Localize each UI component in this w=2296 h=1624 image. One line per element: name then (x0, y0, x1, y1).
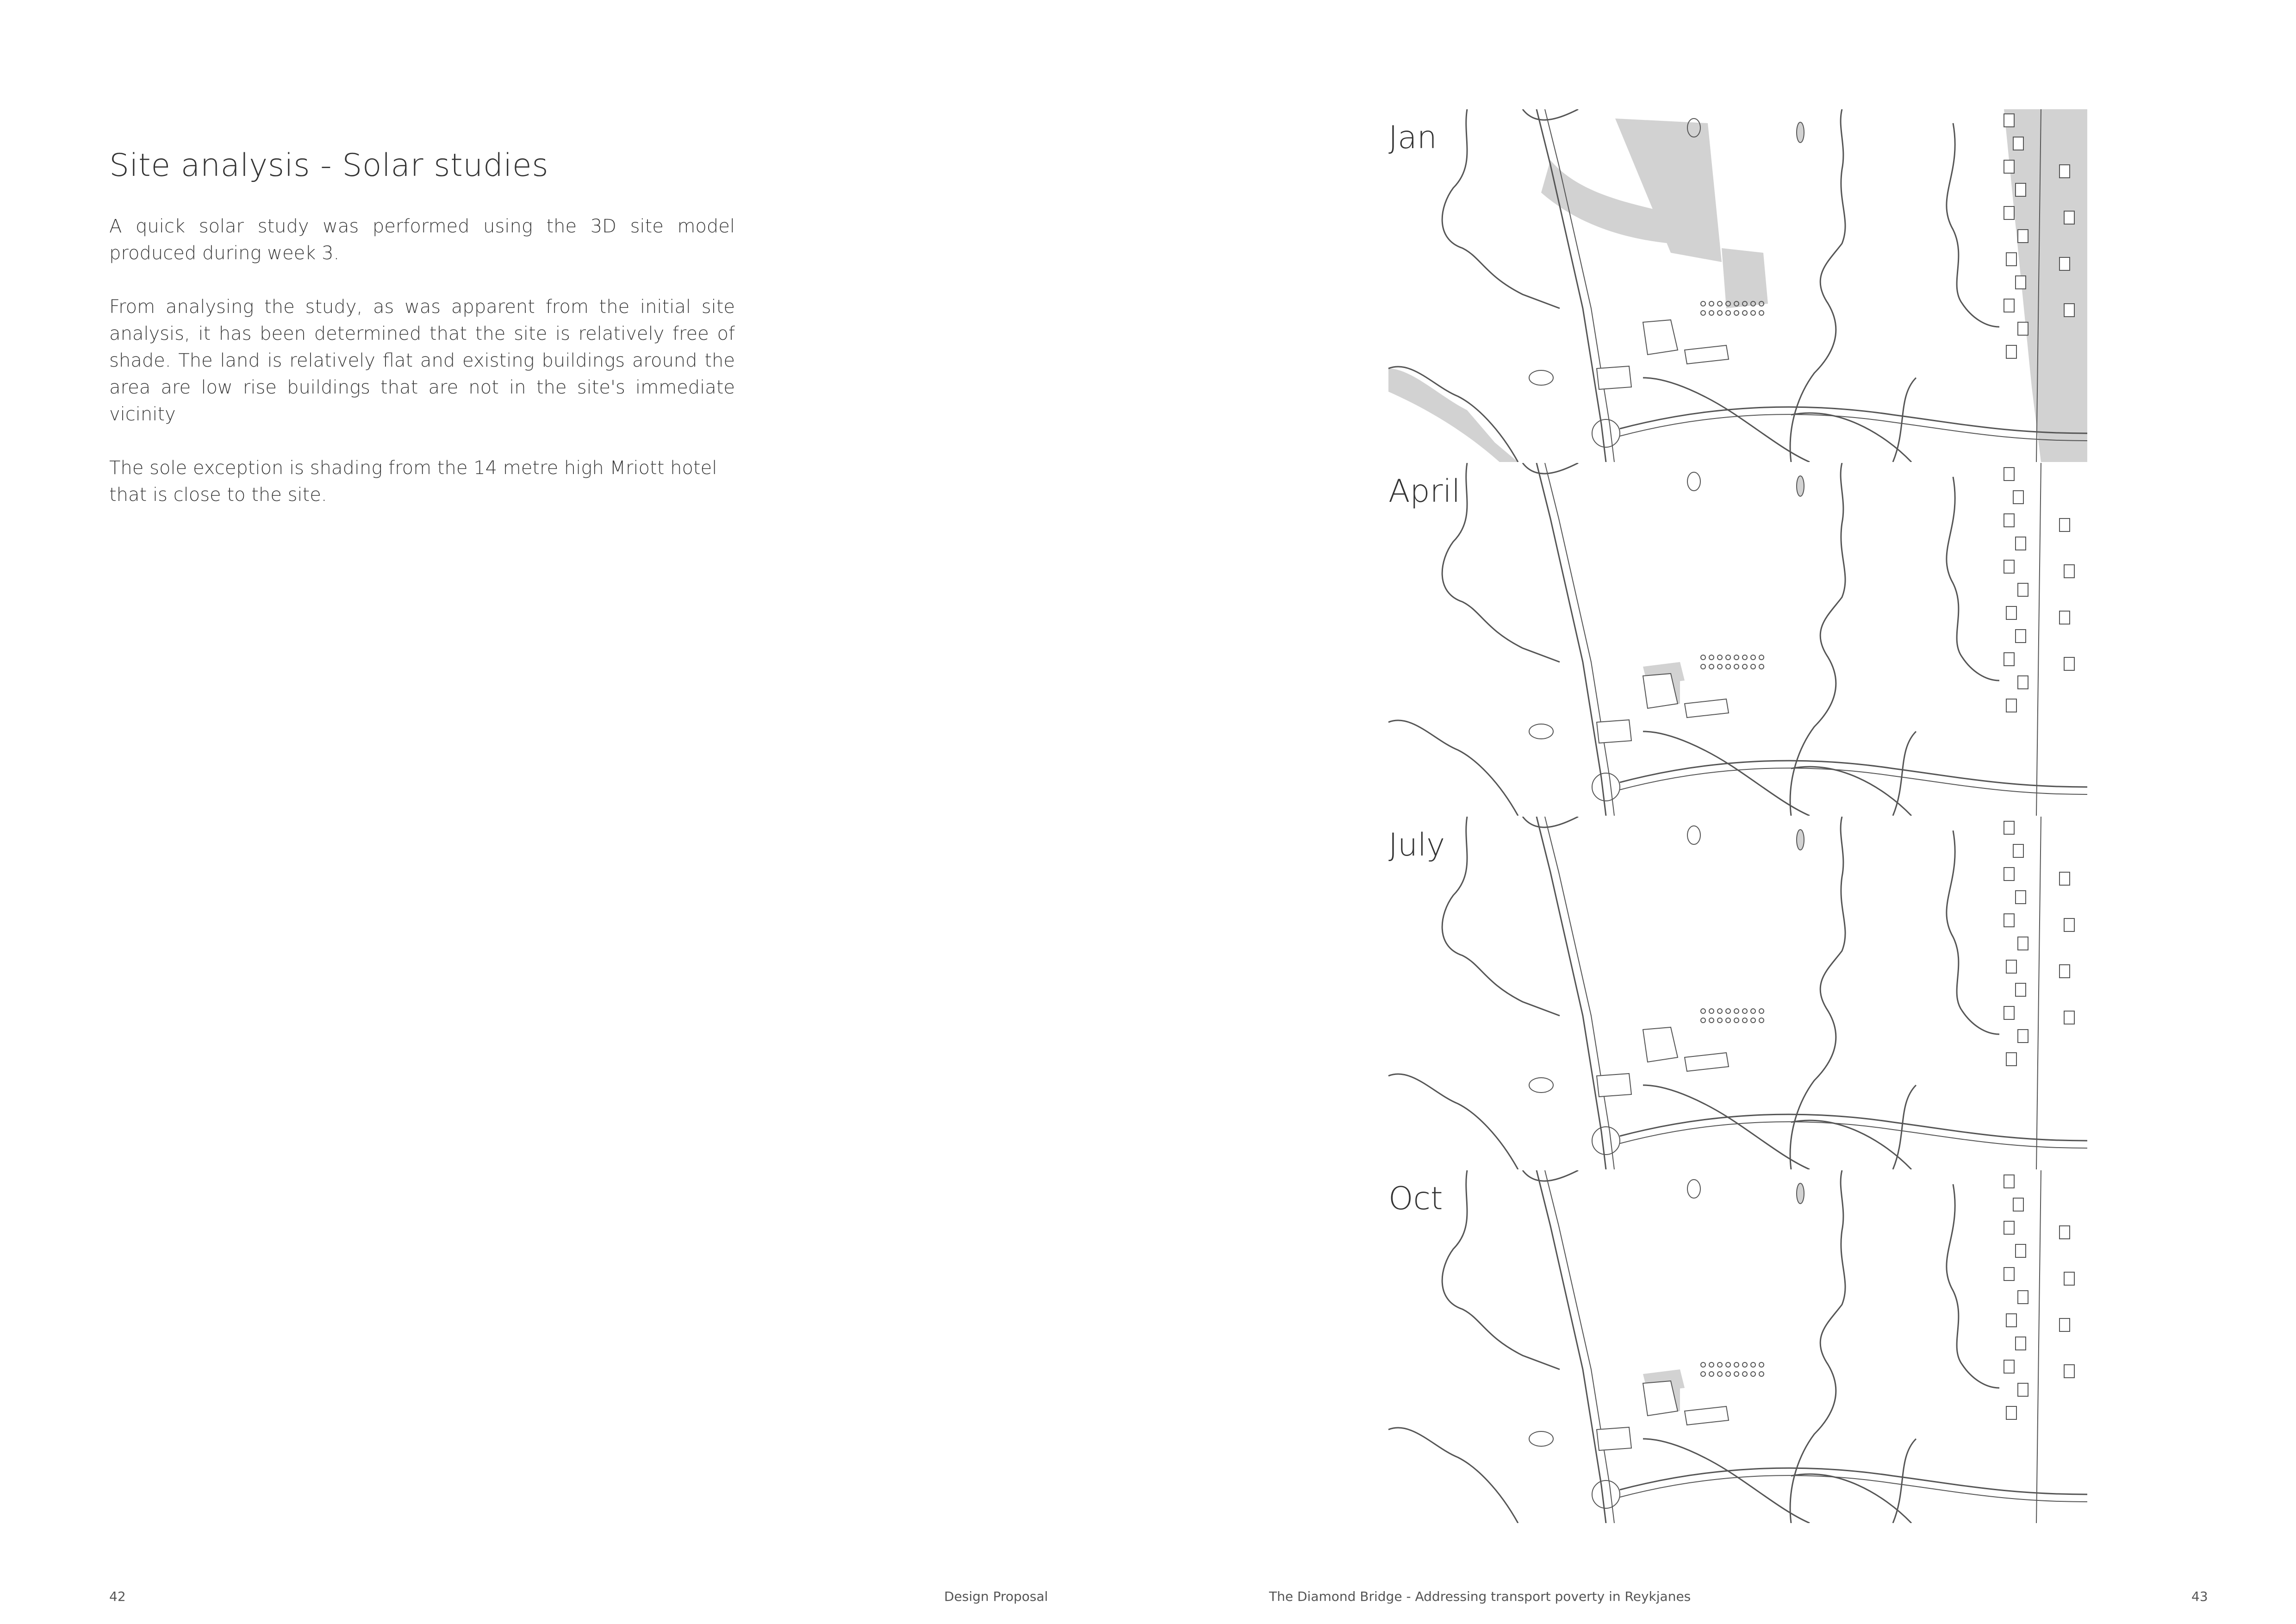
tree-oct-1-1 (1709, 1372, 1714, 1376)
tree-oct-0-5 (1742, 1362, 1747, 1367)
tree-oct-1-6 (1751, 1372, 1755, 1376)
site-map-july-drawing (1384, 817, 2087, 1169)
tree-jan-0-0 (1701, 301, 1705, 306)
tree-july-1-6 (1751, 1018, 1755, 1023)
house-oct-10 (2006, 1406, 2016, 1419)
tree-oct-0-0 (1701, 1362, 1705, 1367)
house-jan-12 (2064, 211, 2074, 224)
road-cross-edge-april (1620, 768, 2087, 794)
building-b-april (1685, 699, 1729, 718)
pond-oct (1687, 1180, 1700, 1198)
site-map-april-drawing (1384, 463, 2087, 816)
house-oct-13 (2060, 1318, 2070, 1331)
tree-april-1-1 (1709, 664, 1714, 669)
contour-jan-4 (1893, 378, 1916, 462)
road-main-oct (1537, 1170, 1606, 1523)
contour-april-4 (1893, 731, 1916, 816)
contour-jan-0 (1442, 109, 1560, 308)
page-title: Site analysis - Solar studies (109, 147, 549, 184)
road-cross-july (1620, 1114, 2087, 1141)
contour-jan-1 (1523, 109, 1578, 120)
road-cross-jan (1620, 407, 2087, 433)
building-c-april (1597, 720, 1631, 743)
tree-jan-1-3 (1726, 311, 1730, 315)
contour-april-5 (1791, 767, 1911, 816)
paragraph-exception: The sole exception is shading from the 14 metre high Mriott hotel that is close to the site. (109, 457, 717, 506)
house-july-4 (2004, 914, 2014, 927)
page-number-left: 42 (109, 1589, 126, 1604)
contour-april-3 (1947, 477, 1999, 681)
house-oct-1 (2013, 1198, 2023, 1211)
month-label-oct: Oct (1388, 1181, 1443, 1217)
house-july-2 (2004, 868, 2014, 881)
house-april-10 (2006, 699, 2016, 712)
roundabout-april (1592, 773, 1620, 801)
site-map-jan (1384, 109, 2087, 462)
house-april-2 (2004, 514, 2014, 527)
paragraph-intro: A quick solar study was performed using the 3D site model produced during week 3. (109, 216, 735, 264)
body-text (109, 213, 735, 535)
house-oct-0 (2004, 1175, 2014, 1188)
contour-july-5 (1791, 1120, 1911, 1169)
road-cross-edge-jan (1620, 414, 2087, 441)
tree-jan-1-5 (1742, 311, 1747, 315)
house-jan-7 (2016, 276, 2026, 289)
road-cross-april (1620, 761, 2087, 787)
mound-july (1529, 1078, 1553, 1093)
road-main-april (1537, 463, 1606, 816)
site-map-april (1384, 463, 2087, 816)
tree-july-1-3 (1726, 1018, 1730, 1023)
house-oct-6 (2006, 1314, 2016, 1327)
footer-section: Design Proposal (944, 1589, 1048, 1604)
building-c-jan (1597, 366, 1631, 389)
pond-july (1687, 826, 1700, 844)
house-april-5 (2018, 583, 2028, 596)
month-label-april: April (1388, 473, 1461, 510)
contour-april-1 (1523, 463, 1578, 474)
house-jan-11 (2060, 165, 2070, 178)
house-july-3 (2016, 891, 2026, 904)
tree-april-1-7 (1759, 664, 1764, 669)
roundabout-july (1592, 1127, 1620, 1155)
mound-jan (1529, 370, 1553, 385)
house-april-0 (2004, 468, 2014, 481)
tree-jan-1-6 (1751, 311, 1755, 315)
house-april-7 (2016, 630, 2026, 643)
contour-july-0 (1442, 817, 1560, 1016)
tree-jan-1-0 (1701, 311, 1705, 315)
tree-april-0-2 (1717, 655, 1722, 660)
house-jan-9 (2018, 322, 2028, 335)
road-main-edge-july (1545, 817, 1614, 1169)
tree-july-1-4 (1734, 1018, 1739, 1023)
tree-july-1-7 (1759, 1018, 1764, 1023)
tree-oct-0-2 (1717, 1362, 1722, 1367)
tree-jan-0-2 (1717, 301, 1722, 306)
house-jan-2 (2004, 160, 2014, 173)
roundabout-jan (1592, 419, 1620, 447)
contour-oct-0 (1442, 1170, 1560, 1369)
tower-oct (1797, 1183, 1804, 1204)
road-east-oct (2036, 1170, 2041, 1523)
contour-july-6 (1388, 1074, 1518, 1169)
house-jan-13 (2060, 257, 2070, 270)
contour-oct-3 (1947, 1184, 1999, 1388)
tree-jan-1-2 (1717, 311, 1722, 315)
road-main-edge-oct (1545, 1170, 1614, 1523)
tree-oct-0-3 (1726, 1362, 1730, 1367)
tree-april-0-6 (1751, 655, 1755, 660)
building-c-july (1597, 1074, 1631, 1097)
site-map-jan-drawing (1384, 109, 2087, 462)
tree-oct-0-6 (1751, 1362, 1755, 1367)
house-july-1 (2013, 844, 2023, 857)
house-jan-6 (2006, 253, 2016, 266)
tree-july-0-4 (1734, 1009, 1739, 1013)
building-b-jan (1685, 345, 1729, 364)
house-oct-4 (2004, 1268, 2014, 1280)
tree-jan-0-1 (1709, 301, 1714, 306)
house-oct-11 (2060, 1226, 2070, 1239)
contour-oct-6 (1388, 1428, 1518, 1523)
house-oct-12 (2064, 1272, 2074, 1285)
house-oct-7 (2016, 1337, 2026, 1350)
house-jan-8 (2004, 299, 2014, 312)
tree-april-1-6 (1751, 664, 1755, 669)
tree-oct-1-5 (1742, 1372, 1747, 1376)
tree-july-0-6 (1751, 1009, 1755, 1013)
footer-book-title: The Diamond Bridge - Addressing transport poverty in Reykjanes (1269, 1589, 1691, 1604)
site-map-oct-drawing (1384, 1170, 2087, 1523)
contour-oct-7 (1643, 1439, 1810, 1523)
house-april-13 (2060, 611, 2070, 624)
tree-april-1-0 (1701, 664, 1705, 669)
tree-july-0-3 (1726, 1009, 1730, 1013)
house-july-9 (2018, 1030, 2028, 1043)
house-july-6 (2006, 960, 2016, 973)
house-july-11 (2060, 872, 2070, 885)
contour-july-7 (1643, 1085, 1810, 1169)
contour-oct-4 (1893, 1439, 1916, 1523)
tree-april-0-5 (1742, 655, 1747, 660)
house-july-12 (2064, 918, 2074, 931)
house-july-0 (2004, 821, 2014, 834)
contour-july-4 (1893, 1085, 1916, 1169)
house-jan-3 (2016, 183, 2026, 196)
tree-july-0-5 (1742, 1009, 1747, 1013)
house-july-7 (2016, 983, 2026, 996)
page-number-right: 43 (2191, 1589, 2208, 1604)
site-map-july (1384, 817, 2087, 1169)
house-april-3 (2016, 537, 2026, 550)
tree-april-0-7 (1759, 655, 1764, 660)
road-cross-edge-oct (1620, 1475, 2087, 1502)
house-april-6 (2006, 606, 2016, 619)
house-july-14 (2064, 1011, 2074, 1024)
house-july-10 (2006, 1053, 2016, 1066)
house-jan-5 (2018, 230, 2028, 243)
tree-july-1-2 (1717, 1018, 1722, 1023)
shadow-jan-3 (1722, 248, 1768, 308)
contour-july-3 (1947, 831, 1999, 1034)
contour-april-7 (1643, 731, 1810, 816)
mound-oct (1529, 1431, 1553, 1446)
house-july-8 (2004, 1006, 2014, 1019)
tree-july-0-1 (1709, 1009, 1714, 1013)
house-july-5 (2018, 937, 2028, 950)
tower-jan (1797, 122, 1804, 143)
tree-april-0-4 (1734, 655, 1739, 660)
house-oct-3 (2016, 1244, 2026, 1257)
house-oct-8 (2004, 1360, 2014, 1373)
tree-april-0-1 (1709, 655, 1714, 660)
roundabout-oct (1592, 1480, 1620, 1508)
road-cross-edge-july (1620, 1122, 2087, 1148)
shadow-jan-1 (1388, 369, 1518, 462)
tree-april-1-5 (1742, 664, 1747, 669)
paragraph-findings: From analysing the study, as was apparent from the initial site analysis, it has been determined that the site is relatively free of shade. The land is relatively flat and existing buildings around the area are low rise buildings that are not in the site's immediate vicinity (109, 296, 735, 425)
tree-oct-0-4 (1734, 1362, 1739, 1367)
house-oct-5 (2018, 1291, 2028, 1304)
house-oct-9 (2018, 1383, 2028, 1396)
house-april-1 (2013, 491, 2023, 504)
contour-oct-1 (1523, 1170, 1578, 1181)
house-oct-14 (2064, 1365, 2074, 1378)
house-april-4 (2004, 560, 2014, 573)
tree-oct-0-1 (1709, 1362, 1714, 1367)
tree-april-1-2 (1717, 664, 1722, 669)
tree-april-0-3 (1726, 655, 1730, 660)
tree-jan-1-4 (1734, 311, 1739, 315)
road-main-jan (1537, 109, 1606, 462)
house-april-14 (2064, 657, 2074, 670)
road-main-edge-jan (1545, 109, 1614, 462)
site-map-oct (1384, 1170, 2087, 1523)
building-a-jan (1643, 320, 1678, 355)
tree-april-0-0 (1701, 655, 1705, 660)
house-april-9 (2018, 676, 2028, 689)
tree-oct-1-7 (1759, 1372, 1764, 1376)
tree-oct-1-0 (1701, 1372, 1705, 1376)
building-b-july (1685, 1053, 1729, 1071)
tree-oct-1-3 (1726, 1372, 1730, 1376)
road-cross-oct (1620, 1468, 2087, 1494)
tree-july-1-0 (1701, 1018, 1705, 1023)
contour-oct-5 (1791, 1474, 1911, 1523)
house-jan-0 (2004, 114, 2014, 127)
contour-april-6 (1388, 720, 1518, 816)
road-east-july (2036, 817, 2041, 1169)
building-b-oct (1685, 1406, 1729, 1425)
house-jan-1 (2013, 137, 2023, 150)
tower-july (1797, 830, 1804, 850)
tree-july-0-7 (1759, 1009, 1764, 1013)
contour-jan-7 (1643, 378, 1810, 462)
tree-oct-1-2 (1717, 1372, 1722, 1376)
house-jan-14 (2064, 304, 2074, 317)
mound-april (1529, 724, 1553, 739)
tree-oct-0-7 (1759, 1362, 1764, 1367)
building-c-oct (1597, 1427, 1631, 1450)
tree-jan-1-7 (1759, 311, 1764, 315)
building-a-july (1643, 1027, 1678, 1062)
house-jan-10 (2006, 345, 2016, 358)
house-april-12 (2064, 565, 2074, 578)
tree-april-1-4 (1734, 664, 1739, 669)
tree-july-0-0 (1701, 1009, 1705, 1013)
contour-jan-5 (1791, 413, 1911, 462)
house-july-13 (2060, 965, 2070, 978)
tree-april-1-3 (1726, 664, 1730, 669)
month-label-jan: Jan (1388, 119, 1437, 156)
tree-july-1-1 (1709, 1018, 1714, 1023)
pond-april (1687, 472, 1700, 491)
contour-jan-3 (1947, 123, 1999, 327)
house-april-8 (2004, 653, 2014, 666)
shadow-jan-2 (1615, 119, 1722, 262)
tree-july-1-5 (1742, 1018, 1747, 1023)
month-label-july: July (1388, 827, 1445, 863)
house-april-11 (2060, 518, 2070, 531)
tree-jan-1-1 (1709, 311, 1714, 315)
house-oct-2 (2004, 1221, 2014, 1234)
house-jan-4 (2004, 206, 2014, 219)
tower-april (1797, 476, 1804, 496)
tree-oct-1-4 (1734, 1372, 1739, 1376)
contour-july-1 (1523, 817, 1578, 827)
tree-july-0-2 (1717, 1009, 1722, 1013)
road-main-edge-april (1545, 463, 1614, 816)
road-east-april (2036, 463, 2041, 816)
road-main-july (1537, 817, 1606, 1169)
